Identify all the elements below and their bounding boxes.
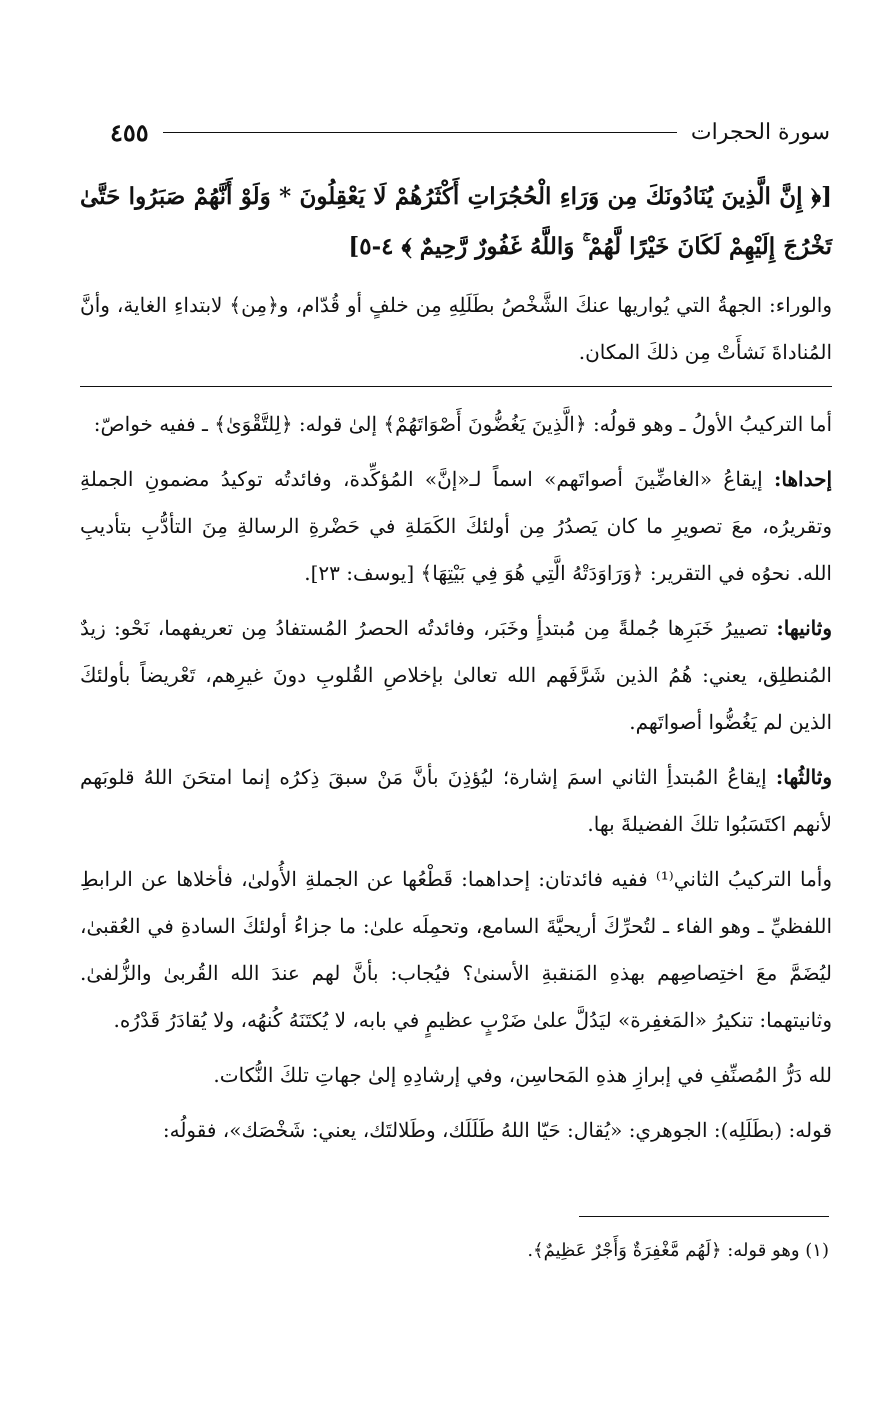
surah-title: سورة الحجرات (690, 119, 830, 145)
paragraph-wara-definition (80, 282, 832, 376)
paragraph-text: تصييرُ خَبَرِها جُملةً مِن مُبتدأٍ وخَبَر، وفائدتُه الحصرُ المُستفادُ مِن تعريفهما، نَحْو: زيدٌ المُنطلِق، يعني: هُمُ الذين شَرَّفَهم الله تعالىٰ بإخلاصِ القُلوبِ دونَ غيرِهم، تَعْريضاً بأولئكَ الذين لم يَغُضُّوا أصواتَهم. (80, 616, 832, 734)
paragraph-lead: وثالثُها: (775, 765, 832, 789)
header-rule (163, 132, 677, 133)
section-divider (80, 386, 832, 387)
paragraph-first-composition (80, 401, 832, 448)
footnote-rule (579, 1216, 829, 1217)
page-body (80, 172, 832, 1162)
paragraph-second-composition (80, 856, 832, 1044)
running-header (110, 112, 830, 152)
paragraph-text: وأما التركيبُ الثاني⁽¹⁾ ففيه فائدتان: إحداهما: قَطْعُها عن الجملةِ الأُولىٰ، فأخلاها عن الرابطِ اللفظيِّ ـ وهو الفاء ـ لتُحرِّكَ أريحيَّةَ السامع، وتحمِلَه علىٰ: ما جزاءُ أولئكَ السادةِ في العُقبىٰ، ليُضَمَّ معَ اختِصاصِهم بهذهِ المَنقبةِ الأسنىٰ؟ فيُجاب: بأنَّ لهم عندَ الله القُربىٰ والزُّلفىٰ. وثانيتهما: تنكيرُ «المَغفِرة» ليَدُلَّ علىٰ ضَرْبٍ عظيمٍ في بابه، لا يُكتَنَهُ كُنهُه، ولا يُقادَرُ قَدْرُه. (80, 867, 832, 1032)
footnote: (١) وهو قوله: ﴿لَهُم مَّغْفِرَةٌ وَأَجْرٌ عَظِيمٌ﴾. (527, 1240, 829, 1261)
paragraph-lead: إحداها: (774, 467, 832, 491)
paragraph-text: لله دَرُّ المُصنِّفِ في إبرازِ هذهِ المَحاسِن، وفي إرشادِهِ إلىٰ جهاتِ تلكَ النُّكات. (213, 1063, 832, 1087)
paragraph-text: قوله: (بطَلَلِه): الجوهري: «يُقال: حَيّا اللهُ طَلَلَك، وطَلالتَك، يعني: شَخْصَك»، فقولُه: (162, 1118, 832, 1142)
paragraph-text: إيقاعُ «الغاضِّينَ أصواتَهم» اسماً لـ«إنَّ» المُؤكِّدة، وفائدتُه توكيدُ مضمونِ الجملةِ وتقريرُه، معَ تصويرِ ما كان يَصدُرُ مِن أولئكَ الكَمَلةِ في حَضْرةِ الرسالةِ مِنَ التأدُّبِ بتأديبِ الله. نحوُه في التقرير: ﴿وَرَاوَدَتْهُ الَّتِي هُوَ فِي بَيْتِهَا﴾ [يوسف: ٢٣]. (80, 467, 832, 585)
paragraph-text: أما التركيبُ الأولُ ـ وهو قولُه: ﴿الَّذِينَ يَغُضُّونَ أَصْوَاتَهُمْ﴾ إلىٰ قوله: ﴿لِلتَّقْوَىٰ﴾ ـ ففيه خواصّ: (93, 412, 832, 436)
page-number: ٤٥٥ (110, 117, 149, 147)
paragraph-text: إيقاعُ المُبتدأِ الثاني اسمَ إشارة؛ ليُؤذِنَ بأنَّ مَنْ سبقَ ذِكرُه إنما امتحَنَ اللهُ قلوبَهم لأنهم اكتَسَبُوا تلكَ الفضيلةَ بها. (80, 765, 832, 836)
paragraph-bitalalih (80, 1107, 832, 1154)
paragraph-text: والوراء: الجهةُ التي يُواريها عنكَ الشَّخْصُ بطَلَلِهِ مِن خلفٍ أو قُدّام، و﴿مِن﴾ لابتداءِ الغاية، وأنَّ المُناداةَ نَشأَتْ مِن ذلكَ المكان. (80, 293, 832, 364)
quran-verse-block: [﴿ إِنَّ الَّذِينَ يُنَادُونَكَ مِن وَرَاءِ الْحُجُرَاتِ أَكْثَرُهُمْ لَا يَعْقِلُونَ * وَلَوْ أَنَّهُمْ صَبَرُوا حَتَّىٰ تَخْرُجَ إِلَيْهِمْ لَكَانَ خَيْرًا لَّهُمْ ۚ وَاللَّهُ غَفُورٌ رَّحِيمٌ ﴾ ٤-٥] (80, 183, 832, 260)
paragraph-praise (80, 1052, 832, 1099)
paragraph-first-property (80, 456, 832, 597)
paragraph-lead: وثانيها: (776, 616, 832, 640)
paragraph-second-property (80, 605, 832, 746)
paragraph-third-property (80, 754, 832, 848)
